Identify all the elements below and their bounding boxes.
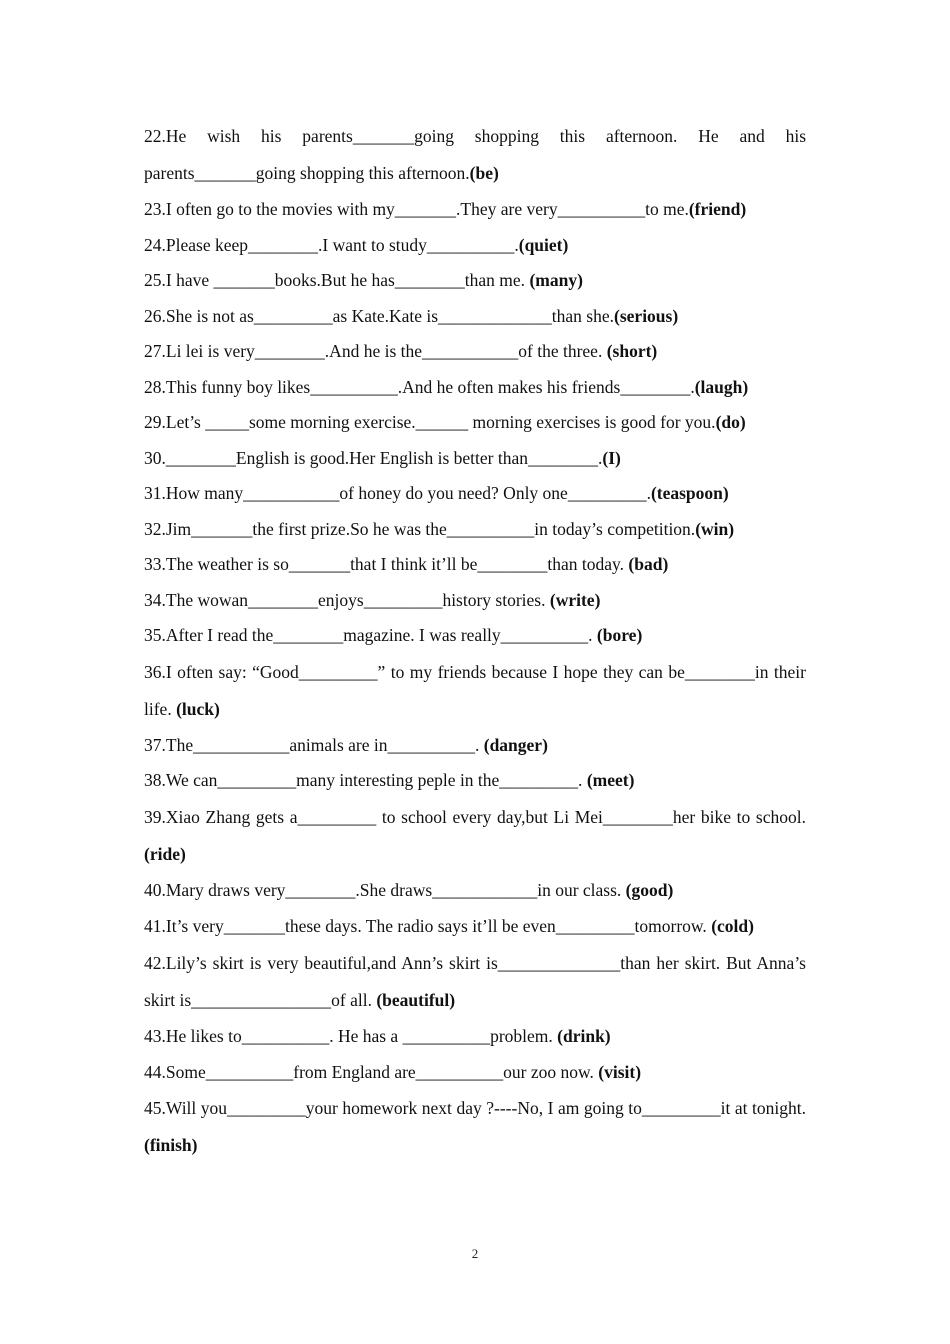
question-33: [144, 547, 806, 583]
question-42: [144, 945, 806, 1019]
word-hint: (bad): [628, 554, 669, 574]
question-26: [144, 299, 806, 335]
word-hint: (do): [715, 412, 746, 432]
question-text: 42.Lily’s skirt is very beautiful,and Ann’s skirt is______________than her skirt. But Anna’s skirt is________________of all.: [144, 953, 806, 1010]
question-40: [144, 873, 806, 909]
question-37: [144, 728, 806, 764]
question-27: [144, 334, 806, 370]
question-34: [144, 583, 806, 619]
word-hint: (visit): [598, 1061, 642, 1082]
word-hint: (drink): [557, 1026, 611, 1046]
question-43: [144, 1019, 806, 1055]
word-hint: (ride): [144, 843, 186, 864]
question-39: [144, 799, 806, 873]
word-hint: (good): [625, 879, 674, 900]
word-hint: (finish): [144, 1135, 198, 1155]
word-hint: (teaspoon): [650, 483, 729, 503]
question-36: [144, 654, 806, 728]
word-hint: (short): [606, 341, 658, 361]
page-number: 2: [471, 1246, 479, 1261]
word-hint: (friend): [688, 199, 747, 219]
question-25: [144, 263, 806, 299]
word-hint: (quiet): [518, 234, 569, 255]
word-hint: (be): [469, 163, 499, 183]
question-text: 22.He wish his parents_______going shopping this afternoon. He and his parents_______going shopping this afternoon.: [144, 126, 806, 183]
word-hint: (many): [529, 270, 583, 290]
question-text: 35.After I read the________magazine. I was really__________.: [144, 625, 597, 645]
question-31: [144, 476, 806, 512]
question-text: 45.Will you_________your homework next day ?----No, I am going to_________it at tonight.: [144, 1098, 806, 1118]
question-41: [144, 908, 806, 945]
question-text: 33.The weather is so_______that I think it’ll be________than today.: [144, 554, 629, 574]
question-text: 28.This funny boy likes__________.And he often makes his friends________.: [144, 376, 695, 397]
word-hint: (danger): [483, 734, 548, 755]
question-29: [144, 405, 806, 441]
question-text: 43.He likes to__________. He has a __________problem.: [144, 1026, 558, 1046]
word-hint: (serious): [614, 305, 679, 326]
word-hint: (luck): [176, 698, 220, 719]
question-32: [144, 512, 806, 548]
question-text: 34.The wowan________enjoys_________history stories.: [144, 589, 550, 610]
word-hint: (beautiful): [376, 990, 456, 1010]
question-text: 39.Xiao Zhang gets a_________ to school every day,but Li Mei________her bike to school.: [144, 806, 806, 827]
question-text: 32.Jim_______the first prize.So he was the__________in today’s competition.: [144, 518, 696, 539]
question-text: 29.Let’s _____some morning exercise.______ morning exercises is good for you.: [144, 412, 716, 432]
word-hint: (write): [549, 589, 601, 610]
question-22: [144, 118, 806, 192]
question-45: [144, 1090, 806, 1164]
question-text: 41.It’s very_______these days. The radio says it’ll be even_________tomorrow.: [144, 916, 712, 936]
question-28: [144, 370, 806, 406]
question-text: 36.I often say: “Good_________” to my friends because I hope they can be________in their life.: [144, 661, 806, 719]
question-text: 26.She is not as_________as Kate.Kate is_____________than she.: [144, 305, 615, 326]
question-text: 31.How many___________of honey do you need? Only one_________.: [144, 483, 651, 503]
word-hint: (meet): [586, 770, 635, 790]
question-text: 27.Li lei is very________.And he is the___________of the three.: [144, 341, 607, 361]
exercise-list: [144, 118, 806, 1164]
question-text: 38.We can_________many interesting peple in the_________.: [144, 770, 587, 790]
question-38: [144, 763, 806, 799]
question-text: 44.Some__________from England are__________our zoo now.: [144, 1061, 599, 1082]
question-24: [144, 228, 806, 264]
question-text: 37.The___________animals are in__________.: [144, 734, 484, 755]
question-44: [144, 1055, 806, 1091]
word-hint: (laugh): [694, 376, 749, 397]
question-text: 30.________English is good.Her English is better than________.: [144, 447, 603, 468]
question-text: 23.I often go to the movies with my_______.They are very__________to me.: [144, 199, 689, 219]
question-35: [144, 618, 806, 654]
word-hint: (I): [602, 447, 621, 468]
question-text: 24.Please keep________.I want to study__________.: [144, 234, 519, 255]
word-hint: (cold): [711, 916, 754, 936]
question-text: 25.I have _______books.But he has________than me.: [144, 270, 530, 290]
question-text: 40.Mary draws very________.She draws____________in our class.: [144, 879, 626, 900]
question-23: [144, 192, 806, 228]
word-hint: (bore): [596, 625, 643, 645]
question-30: [144, 441, 806, 477]
word-hint: (win): [695, 518, 735, 539]
